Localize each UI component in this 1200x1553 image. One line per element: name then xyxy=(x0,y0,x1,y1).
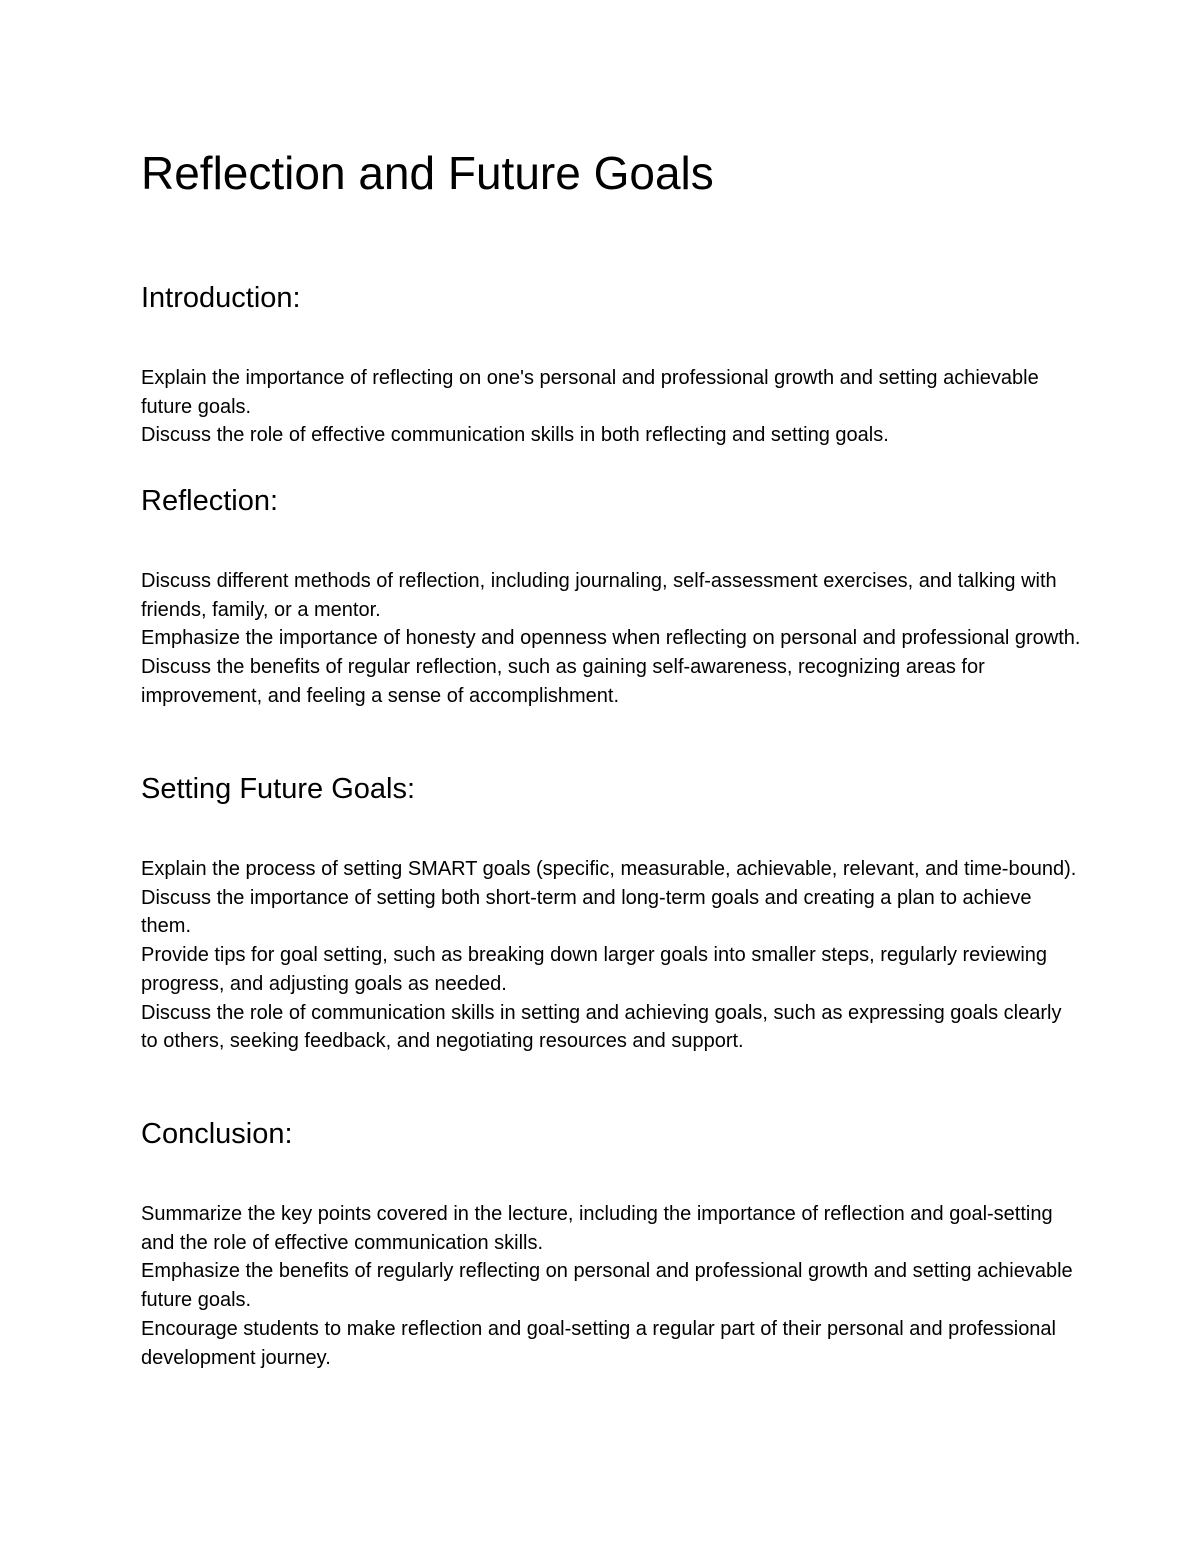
paragraph: Explain the process of setting SMART goals (specific, measurable, achievable, relevant, and time-bound). xyxy=(141,858,1077,880)
paragraph: Emphasize the benefits of regularly reflecting on personal and professional growth and setting achievable future goals. xyxy=(141,1260,1073,1312)
paragraph: Discuss the role of communication skills in setting and achieving goals, such as expressing goals clearly to others, seeking feedback, and negotiating resources and support. xyxy=(141,1001,1062,1053)
paragraph: Encourage students to make reflection and goal-setting a regular part of their personal and professional development journey. xyxy=(141,1317,1056,1369)
section-conclusion xyxy=(141,1114,1081,1372)
paragraph: Discuss the role of effective communication skills in both reflecting and setting goals. xyxy=(141,424,889,447)
section-introduction xyxy=(141,278,1081,450)
paragraph: Provide tips for goal setting, such as breaking down larger goals into smaller steps, regularly reviewing progress, and adjusting goals as needed. xyxy=(141,944,1048,995)
section-heading: Conclusion: xyxy=(141,1118,293,1150)
section-body xyxy=(141,1200,1081,1372)
section-setting-future-goals xyxy=(141,769,1081,1056)
section-reflection xyxy=(141,481,1081,711)
section-body xyxy=(141,364,1081,450)
paragraph: Explain the importance of reflecting on one's personal and professional growth and setting achievable future goals. xyxy=(141,367,1039,418)
paragraph: Discuss the benefits of regular reflection, such as gaining self-awareness, recognizing areas for improvement, and feeling a sense of accomplishment. xyxy=(141,656,985,707)
section-body xyxy=(141,567,1081,711)
paragraph: Emphasize the importance of honesty and openness when reflecting on personal and professional growth. xyxy=(141,627,1081,650)
section-heading: Introduction: xyxy=(141,282,301,314)
paragraph: Discuss the importance of setting both short-term and long-term goals and creating a plan to achieve them. xyxy=(141,886,1032,938)
section-heading: Reflection: xyxy=(141,485,279,517)
paragraph: Discuss different methods of reflection, including journaling, self-assessment exercises, and talking with friends, family, or a mentor. xyxy=(141,570,1057,621)
section-heading: Setting Future Goals: xyxy=(141,773,416,805)
paragraph: Summarize the key points covered in the lecture, including the importance of reflection and goal-setting and the role of effective communication skills. xyxy=(141,1203,1053,1254)
section-body xyxy=(141,855,1081,1056)
document-title: Reflection and Future Goals xyxy=(141,147,714,199)
